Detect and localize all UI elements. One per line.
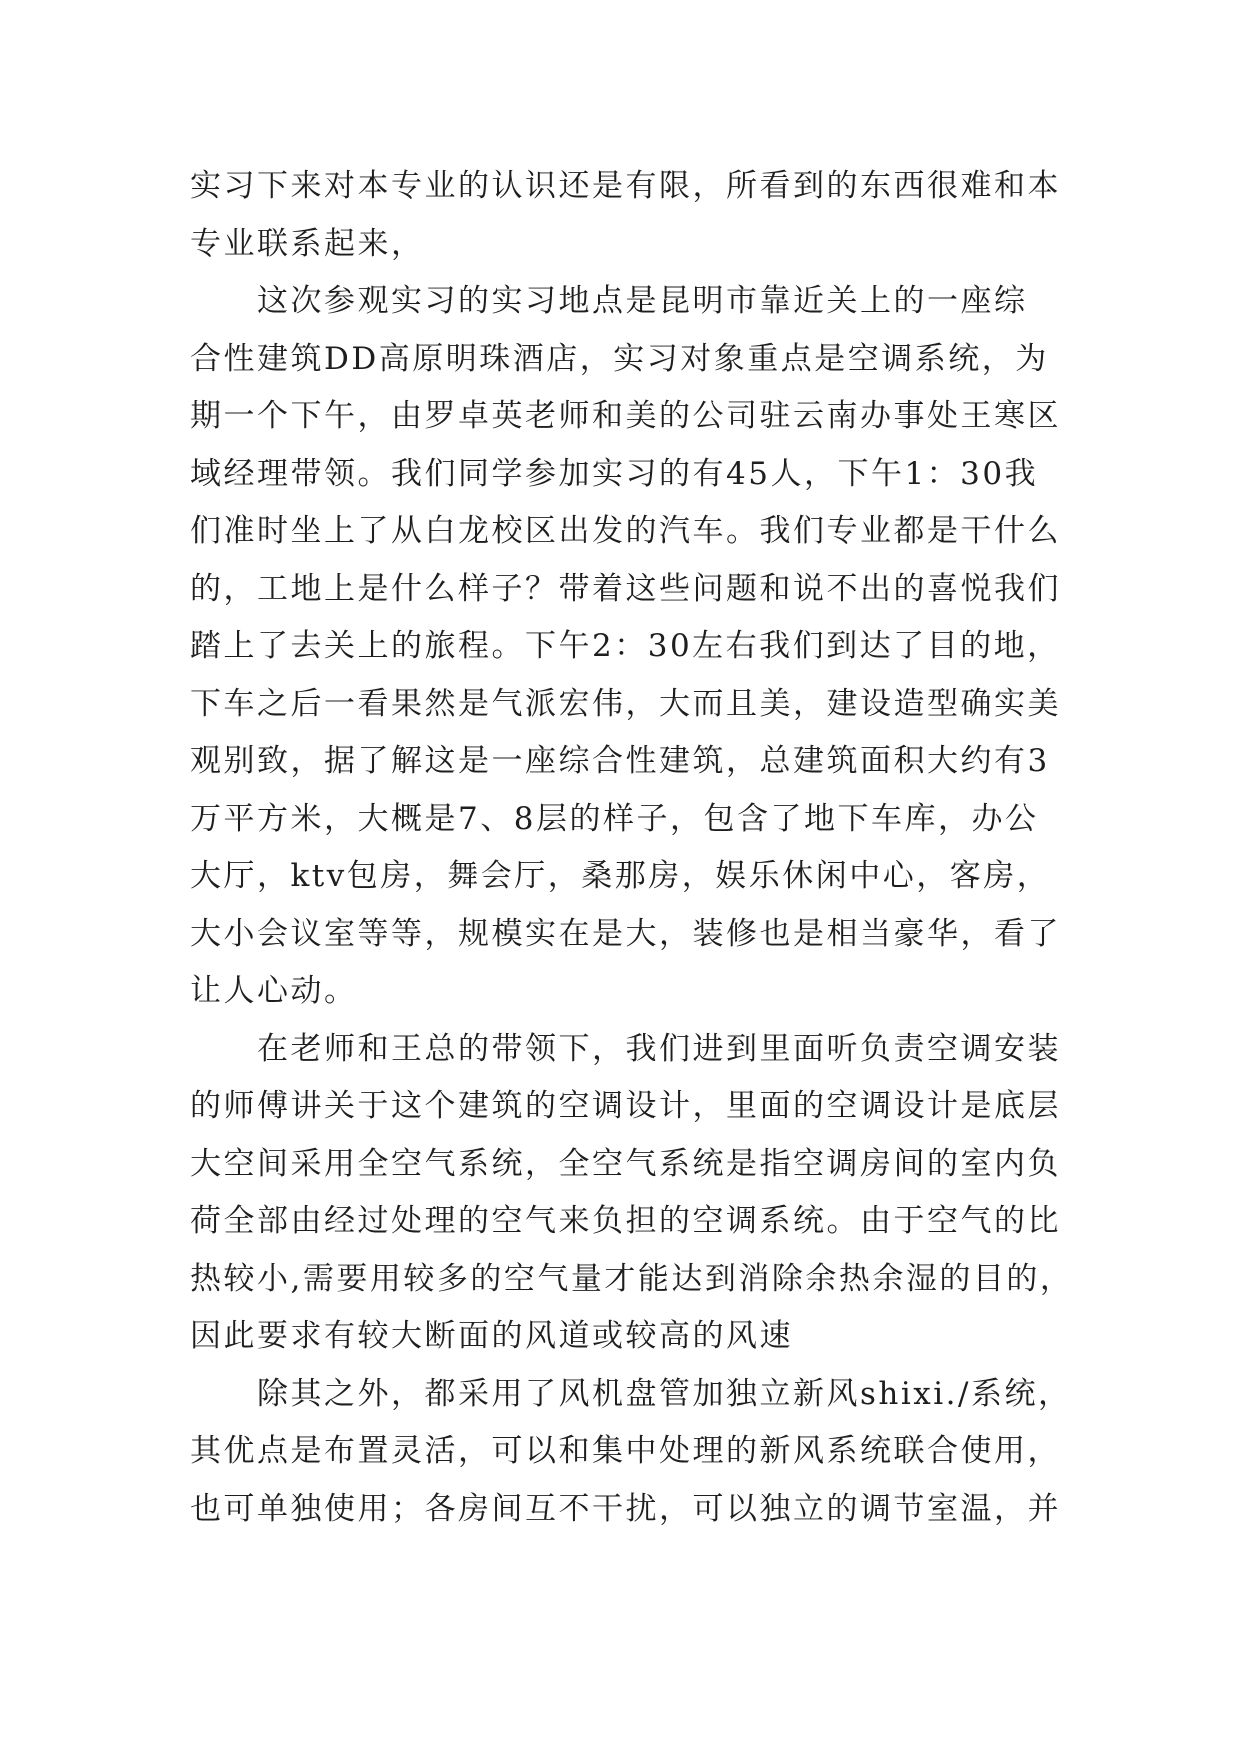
text-line: 观别致，据了解这是一座综合性建筑，总建筑面积大约有3 xyxy=(190,743,1050,779)
text-line: 大空间采用全空气系统，全空气系统是指空调房间的室内负 xyxy=(190,1145,1061,1182)
text-line: 除其之外，都采用了风机盘管加独立新风shixi./系统， xyxy=(190,1375,1072,1412)
body-text xyxy=(190,158,1074,1538)
text-line: 下车之后一看果然是气派宏伟，大而且美，建设造型确实美 xyxy=(190,685,1061,722)
text-line: 实习下来对本专业的认识还是有限，所看到的东西很难和本 xyxy=(190,168,1061,204)
text-line: 万平方米，大概是7、8层的样子，包含了地下车库，办公 xyxy=(190,800,1039,837)
text-line: 也可单独使用；各房间互不干扰，可以独立的调节室温，并 xyxy=(190,1490,1061,1527)
text-line: 热较小,需要用较多的空气量才能达到消除余热余湿的目的， xyxy=(190,1260,1074,1297)
text-line: 的师傅讲关于这个建筑的空调设计，里面的空调设计是底层 xyxy=(190,1088,1061,1124)
text-line: 这次参观实习的实习地点是昆明市靠近关上的一座综 xyxy=(190,283,1028,319)
text-line: 荷全部由经过处理的空气来负担的空调系统。由于空气的比 xyxy=(190,1203,1061,1239)
text-line: 让人心动。 xyxy=(190,973,358,1009)
text-line: 域经理带领。我们同学参加实习的有45人，下午1：30我 xyxy=(190,455,1039,492)
text-line: 大小会议室等等，规模实在是大，装修也是相当豪华，看了 xyxy=(190,915,1061,952)
text-line: 在老师和王总的带领下，我们进到里面听负责空调安装 xyxy=(190,1030,1061,1067)
text-line: 们准时坐上了从白龙校区出发的汽车。我们专业都是干什么 xyxy=(190,513,1061,549)
text-line: 专业联系起来， xyxy=(190,225,425,262)
text-line: 踏上了去关上的旅程。下午2：30左右我们到达了目的地， xyxy=(190,628,1061,664)
text-line: 其优点是布置灵活，可以和集中处理的新风系统联合使用， xyxy=(190,1433,1061,1469)
text-line: 期一个下午，由罗卓英老师和美的公司驻云南办事处王寒区 xyxy=(190,398,1061,434)
text-line: 因此要求有较大断面的风道或较高的风速 xyxy=(190,1318,793,1354)
text-line: 大厅，ktv包房，舞会厅，桑那房，娱乐休闲中心，客房， xyxy=(190,858,1051,894)
text-line: 合性建筑DD高原明珠酒店，实习对象重点是空调系统，为 xyxy=(190,340,1049,377)
text-line: 的，工地上是什么样子？带着这些问题和说不出的喜悦我们 xyxy=(190,570,1061,607)
